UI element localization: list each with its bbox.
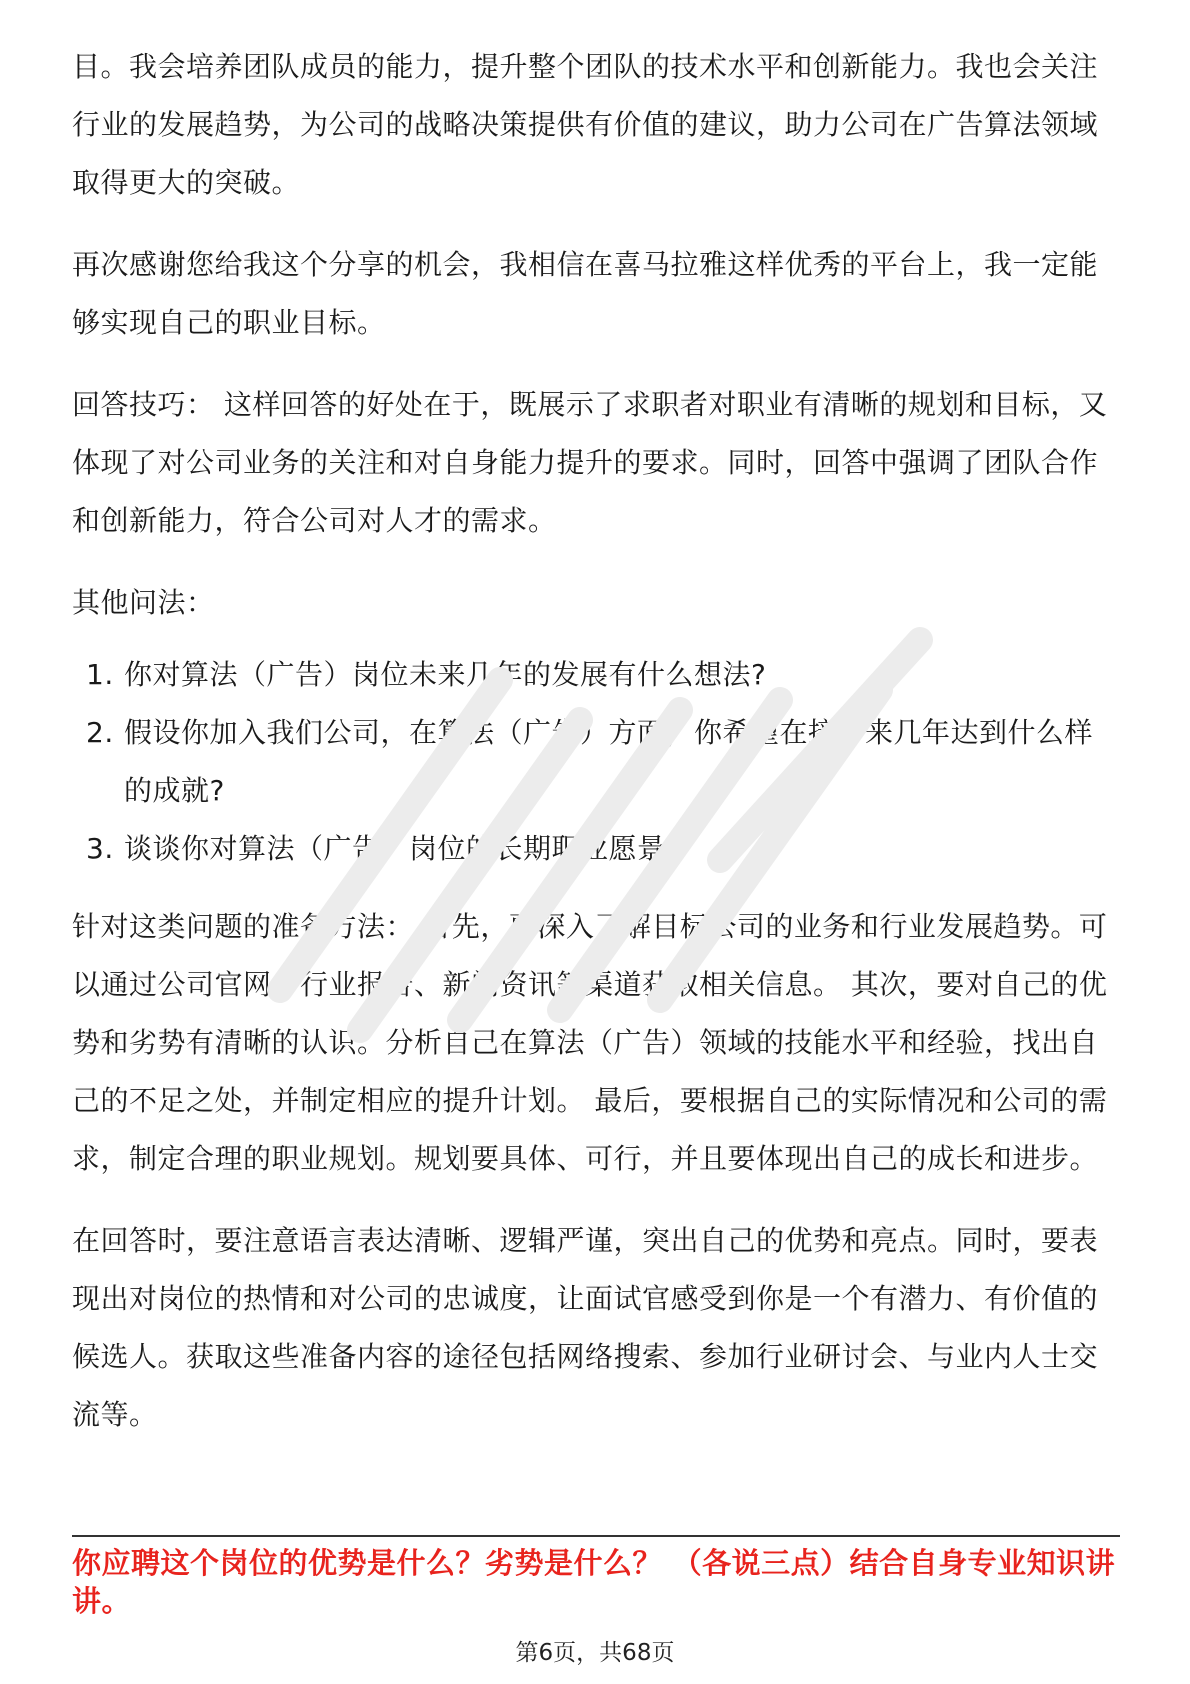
list-item [72,646,1120,704]
next-question-heading: 你应聘这个岗位的优势是什么？劣势是什么？ （各说三点）结合自身专业知识讲讲。 [72,1546,1116,1618]
other-questions-list [72,646,1120,878]
paragraph-answer-notes: 在回答时，要注意语言表达清晰、逻辑严谨，突出自己的优势和亮点。同时，要表现出对岗位的热情和对公司的忠诚度，让面试官感受到你是一个有潜力、有价值的候选人。获取这些准备内容的途径包括网络搜索、参加行业研讨会、与业内人士交流等。 [72,1224,1099,1431]
list-item-text: 你对算法（广告）岗位未来几年的发展有什么想法? [124,658,767,691]
list-item-text: 谈谈你对算法（广告）岗位的长期职业愿景。 [124,832,695,865]
section-divider [72,1535,1120,1537]
list-item-text: 假设你加入我们公司，在算法（广告）方面，你希望在接下来几年达到什么样的成就? [124,716,1094,807]
list-item-number: 3. [86,832,114,865]
paragraph-preparation-method: 针对这类问题的准备方法： 首先，要深入了解目标公司的业务和行业发展趋势。可以通过公司官网、行业报告、新闻资讯等渠道获取相关信息。 其次，要对自己的优势和劣势有清晰的认识。分析自己在算法（广告）领域的技能水平和经验，找出自己的不足之处，并制定相应的提升计划。 最后，要根据自己的实际情况和公司的需求，制定合理的职业规划。规划要具体、可行，并且要体现出自己的成长和进步。 [72,910,1108,1175]
paragraph-career-goals-end: 目。我会培养团队成员的能力，提升整个团队的技术水平和创新能力。我也会关注行业的发展趋势，为公司的战略决策提供有价值的建议，助力公司在广告算法领域取得更大的突破。 [72,50,1099,199]
list-item [72,704,1120,820]
paragraph-thanks: 再次感谢您给我这个分享的机会，我相信在喜马拉雅这样优秀的平台上，我一定能够实现自己的职业目标。 [72,248,1099,339]
paragraph-other-questions-heading: 其他问法： [72,586,215,619]
list-item-number: 2. [86,716,114,749]
document-body [72,38,1120,1468]
list-item [72,820,1120,878]
page-indicator: 第6页，共68页 [515,1640,675,1666]
list-item-number: 1. [86,658,114,691]
paragraph-answer-tips: 回答技巧： 这样回答的好处在于，既展示了求职者对职业有清晰的规划和目标，又体现了对公司业务的关注和对自身能力提升的要求。同时，回答中强调了团队合作和创新能力，符合公司对人才的需求。 [72,388,1108,537]
